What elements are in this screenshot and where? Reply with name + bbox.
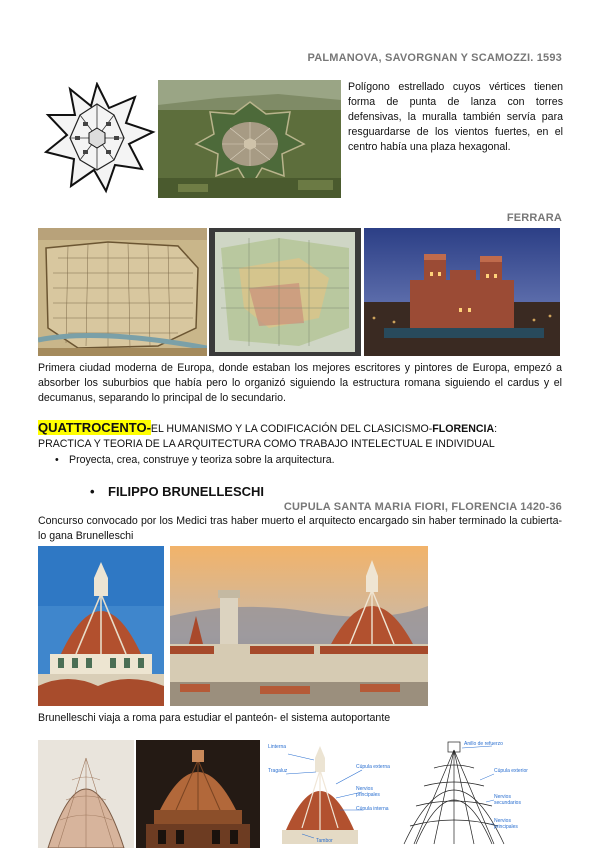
bullet-dot-icon: • (90, 484, 95, 499)
label-cupula-exterior: Cúpula exterior (494, 768, 528, 774)
ferrara-castle-photo (364, 228, 560, 356)
palmanova-heading: PALMANOVA, SAVORGNAN Y SCAMOZZI. 1593 (307, 52, 562, 64)
cupula-heading: CUPULA SANTA MARIA FIORI, FLORENCIA 1420-36 (283, 501, 562, 513)
quattrocento-bullet-text: Proyecta, crea, construye y teoriza sobre la arquitectura. (69, 454, 335, 466)
brunelleschi-name: FILIPPO BRUNELLESCHI (108, 484, 265, 499)
label-tambor: Tambor (316, 838, 333, 844)
brunelleschi-caption: Brunelleschi viaja a roma para estudiar el panteón- el sistema autoportante (38, 712, 391, 724)
label-cupula-interna: Cúpula interna (356, 806, 389, 812)
quattrocento-title-rest: EL HUMANISMO Y LA CODIFICACIÓN DEL CLASICISMO- (150, 423, 433, 435)
label-tragaluz: Tragaluz (268, 768, 288, 774)
florence-skyline-photo (170, 546, 428, 706)
duomo-dome-photo (38, 546, 164, 706)
ferrara-heading: FERRARA (506, 212, 562, 224)
label-nervios-secundarios: Nervios secundarios (494, 794, 521, 806)
label-linterna: Linterna (268, 744, 287, 750)
dome-labeled-diagram (266, 740, 392, 848)
quattrocento-highlight: QUATTROCENTO- (38, 420, 151, 435)
label-nervios-principales-2: Nervios principales (494, 818, 518, 830)
palmanova-plan-image (38, 82, 156, 194)
brunelleschi-description: Concurso convocado por los Medici tras haber muerto el arquitecto encargado sin haber terminado la cubierta- lo gana Brunelleschi (38, 515, 562, 542)
quattrocento-title-end: : (494, 423, 498, 435)
quattrocento-bullet-item (55, 454, 335, 466)
label-cupula-externa: Cúpula externa (356, 764, 390, 770)
brunelleschi-heading-item (90, 484, 264, 499)
ferrara-city-plan-image (209, 228, 361, 356)
quattrocento-subtitle: PRACTICA Y TEORIA DE LA ARQUITECTURA COMO TRABAJO INTELECTUAL E INDIVIDUAL (38, 438, 495, 450)
ferrara-historic-map-image (38, 228, 207, 356)
dome-wooden-model-photo (136, 740, 260, 848)
quattrocento-florencia: FLORENCIA (432, 423, 495, 435)
ferrara-description: Primera ciudad moderna de Europa, donde estaban los mejores escritores y pintores de Europa, empezó a absorber los suburbios que había pero lo organizó siguiendo la estructura romana siguiendo el cardus y el decumanus, separando lo principal de lo secundario. (38, 362, 562, 404)
palmanova-description: Polígono estrellado cuyos vértices tienen forma de punta de lanza con torres defensivas, la muralla también servía para resguardarse de los vientos fuertes, en el centro había una plaza hexagonal. (348, 81, 563, 153)
label-anillo-refuerzo: Anillo de refuerzo (464, 741, 503, 747)
bullet-dot-icon: • (55, 454, 59, 466)
dome-structure-drawing (394, 740, 528, 848)
quattrocento-title (38, 420, 568, 435)
dome-interior-model-photo (38, 740, 134, 848)
label-nervios-principales: Nervios principales (356, 786, 380, 798)
palmanova-aerial-photo (158, 80, 341, 198)
